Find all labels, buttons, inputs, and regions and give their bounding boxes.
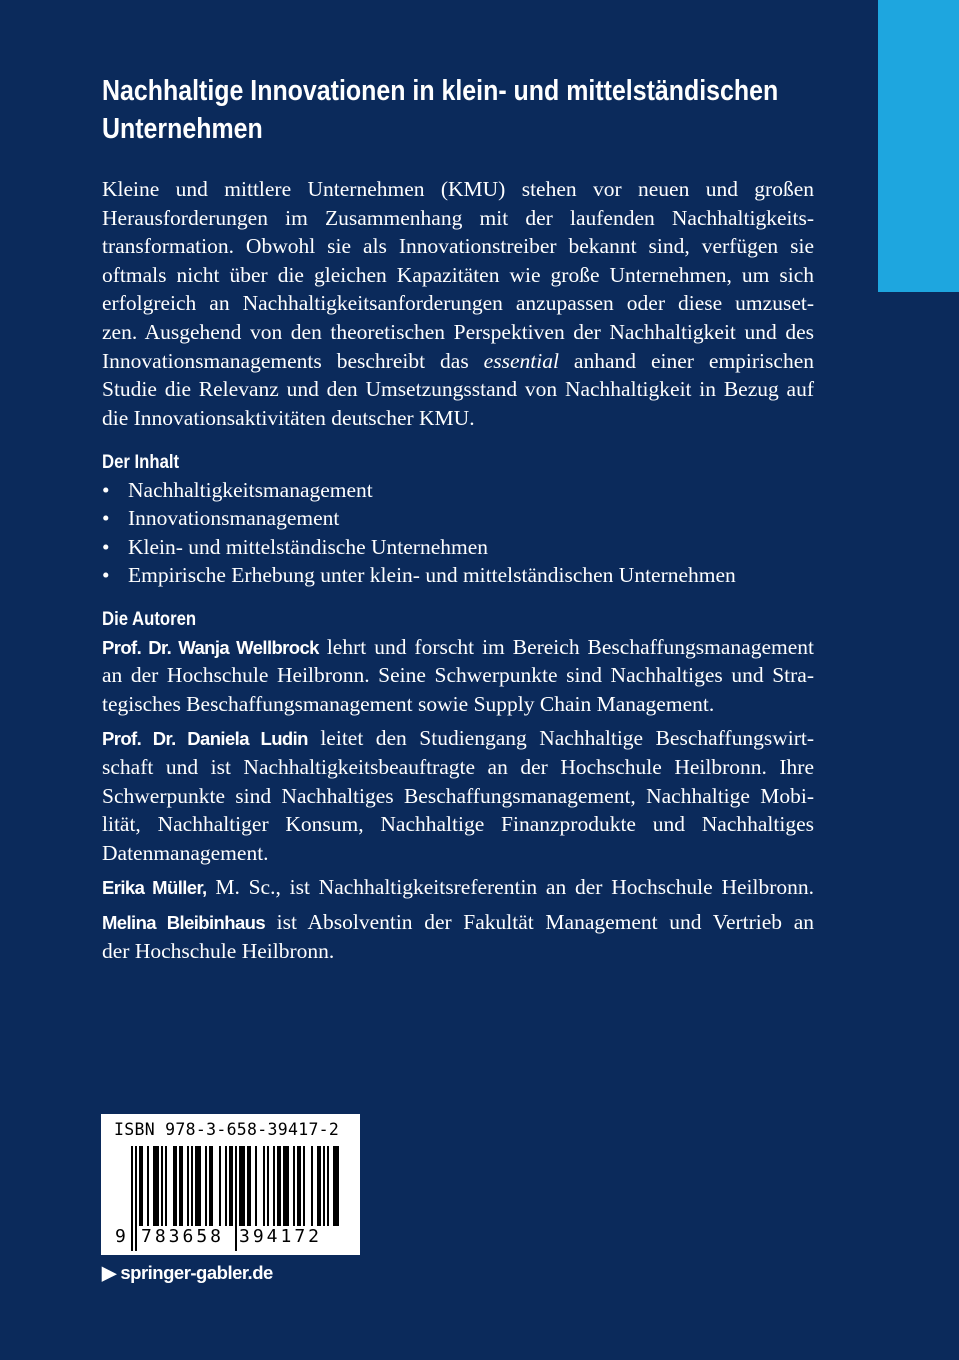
text: lehrt und forscht im Bereich Beschaffungsmanagement <box>318 634 815 659</box>
blurb-line: transformation. Obwohl sie als Innovationstreiber bekannt sind, verfügen sie <box>102 234 814 259</box>
barcode-bar <box>205 1146 207 1226</box>
isbn-barcode <box>101 1114 360 1255</box>
barcode-bar <box>311 1146 313 1226</box>
list-item: • Nachhaltigkeitsmanagement <box>102 476 814 505</box>
barcode-bar <box>235 1146 237 1251</box>
author-bio-line: Schwerpunkte sind Nachhaltiges Beschaffungsmanagement, Nachhaltige Mobi- <box>102 783 814 808</box>
author-bio-line: an der Hochschule Heilbronn. Seine Schwerpunkte sind Nachhaltiges und Stra- <box>102 663 814 688</box>
accent-bar <box>878 0 959 292</box>
barcode-bar <box>239 1146 245 1226</box>
barcode-bar <box>191 1146 193 1226</box>
barcode-bar <box>187 1146 189 1226</box>
blurb-line: Kleine und mittlere Unternehmen (KMU) stehen vor neuen und großen <box>102 177 814 201</box>
barcode-bar <box>317 1146 321 1226</box>
barcode-bar <box>327 1146 329 1226</box>
website-link[interactable] <box>102 1262 273 1284</box>
barcode-digit: 9 <box>115 1226 129 1247</box>
essential-italic: essential <box>483 348 559 373</box>
barcode-bar <box>165 1146 167 1226</box>
isbn-text: ISBN 978-3-658-39417-2 <box>114 1120 340 1139</box>
author-name: Prof. Dr. Daniela Ludin <box>102 728 308 750</box>
blurb-line: oftmals nicht über die gleichen Kapazitäten wie große Unternehmen, um sich <box>102 262 814 287</box>
author-bio-line: tegisches Beschaffungsmanagement sowie Supply Chain Management. <box>102 691 715 716</box>
author-bio-line: lität, Nachhaltiger Konsum, Nachhaltige Finanzprodukte und Nachhaltiges <box>102 812 814 837</box>
barcode-bar <box>179 1146 183 1226</box>
barcode-bar <box>147 1146 149 1226</box>
barcode-bar <box>219 1146 221 1226</box>
barcode-bar <box>131 1146 133 1251</box>
barcode-bar <box>293 1146 295 1226</box>
title-line: Unternehmen <box>102 113 263 145</box>
play-arrow-icon: ▶ <box>102 1262 116 1283</box>
barcode-bar <box>195 1146 201 1226</box>
blurb-line: die Innovationsaktivitäten deutscher KMU. <box>102 405 475 430</box>
barcode-bar <box>323 1146 325 1226</box>
title-line: Nachhaltige Innovationen in klein- und mittelständischen <box>102 75 779 107</box>
list-item: • Empirische Erhebung unter klein- und mittelständischen Unternehmen <box>102 561 814 590</box>
author-bio-line: der Hochschule Heilbronn. <box>102 938 335 963</box>
author-bio-line: Datenmanagement. <box>102 840 269 865</box>
barcode-bar <box>135 1146 137 1251</box>
blurb-line: Studie die Relevanz und den Umsetzungsstand von Nachhaltigkeit in Bezug auf <box>102 377 814 402</box>
inhalt-section <box>102 447 814 590</box>
author-name: Prof. Dr. Wanja Wellbrock <box>102 636 319 658</box>
author-name: Melina Bleibinhaus <box>102 911 266 933</box>
author-name: Erika Müller, <box>102 877 207 899</box>
barcode-bar <box>229 1146 233 1226</box>
barcode-bar <box>255 1146 257 1226</box>
barcode-bar <box>277 1146 281 1226</box>
text: anhand einer empirischen <box>558 348 814 373</box>
barcode-bar <box>333 1146 339 1226</box>
autoren-section <box>102 604 814 965</box>
barcode-bar <box>263 1146 265 1226</box>
barcode-bar <box>247 1146 251 1226</box>
barcode-bar <box>139 1146 143 1226</box>
barcode-bar <box>297 1146 301 1226</box>
blurb-line: zen. Ausgehend von den theoretischen Perspektiven der Nachhaltigkeit und des <box>102 319 814 344</box>
blurb-line: erfolgreich an Nachhaltigkeitsanforderungen anzupassen oder diese umzuset- <box>102 291 814 316</box>
barcode-bar <box>303 1146 305 1226</box>
autoren-heading: Die Autoren <box>102 609 197 630</box>
barcode-bar <box>225 1146 227 1226</box>
barcode-bar <box>153 1146 159 1226</box>
inhalt-heading: Der Inhalt <box>102 452 180 473</box>
list-item: • Innovationsmanagement <box>102 504 814 533</box>
barcode-digits: 783658 <box>141 1226 225 1247</box>
website-text: springer-gabler.de <box>120 1262 273 1283</box>
blurb-line <box>102 347 814 376</box>
book-title <box>102 72 779 148</box>
text: ist Absolventin der Fakultät Management und Vertrieb an <box>265 909 814 934</box>
list-item: • Klein- und mittelständische Unternehmen <box>102 533 814 562</box>
barcode-bar <box>161 1146 163 1226</box>
author-bio-line: schaft und ist Nachhaltigkeitsbeauftragte an der Hochschule Heilbronn. Ihre <box>102 754 814 779</box>
text: Innovationsmanagements beschreibt das <box>102 348 484 373</box>
blurb <box>102 175 814 432</box>
barcode-bar <box>173 1146 177 1226</box>
blurb-line: Herausforderungen im Zusammenhang mit der laufenden Nachhaltigkeits- <box>102 205 814 230</box>
barcode-bar <box>273 1146 275 1226</box>
barcode-digits: 394172 <box>239 1226 323 1247</box>
text: M. Sc., ist Nachhaltigkeitsreferentin an der Hochschule Heilbronn. <box>206 875 814 900</box>
barcode-bar <box>283 1146 289 1226</box>
text: leitet den Studiengang Nachhaltige Beschaffungswirt- <box>307 726 814 751</box>
barcode-bar <box>209 1146 213 1226</box>
barcode-bar <box>267 1146 269 1226</box>
